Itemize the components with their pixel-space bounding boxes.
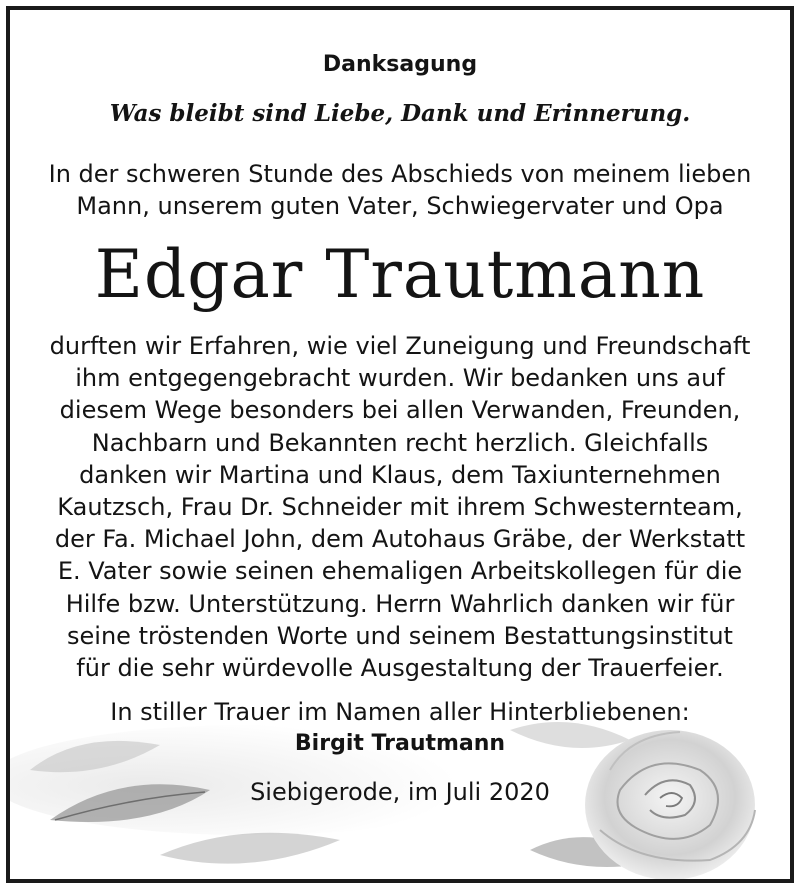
body-line: Nachbarn und Bekannten recht herzlich. Gleichfalls xyxy=(91,428,709,457)
body-line: E. Vater sowie seinen ehemaligen Arbeitskollegen für die xyxy=(57,557,743,586)
intro-text xyxy=(30,158,770,222)
body-line: danken wir Martina und Klaus, dem Taxiunternehmen xyxy=(79,460,721,489)
place-date: Siebigerode, im Juli 2020 xyxy=(250,778,550,806)
body-line: diesem Wege besonders bei allen Verwanden, Freunden, xyxy=(59,396,741,425)
deceased-name: Edgar Trautmann xyxy=(94,236,706,313)
body-line: seine tröstenden Worte und seinem Bestattungsinstitut xyxy=(67,621,733,650)
motto-line: Was bleibt sind Liebe, Dank und Erinnerung. xyxy=(109,100,691,127)
body-text xyxy=(30,330,770,684)
body-line: ihm entgegengebracht wurden. Wir bedanken uns auf xyxy=(75,364,725,393)
body-line: für die sehr würdevolle Ausgestaltung der Trauerfeier. xyxy=(76,654,724,683)
notice-heading: Danksagung xyxy=(322,52,478,77)
intro-line: In der schweren Stunde des Abschieds von meinem lieben xyxy=(48,160,752,188)
body-line: Hilfe bzw. Unterstützung. Herrn Wahrlich danken wir für xyxy=(65,589,735,618)
closing-line: In stiller Trauer im Namen aller Hinterbliebenen: xyxy=(110,698,690,726)
obituary-notice xyxy=(6,6,794,883)
intro-line: Mann, unserem guten Vater, Schwiegervater und Opa xyxy=(76,192,724,220)
body-line: durften wir Erfahren, wie viel Zuneigung und Freundschaft xyxy=(49,332,751,360)
body-line: der Fa. Michael John, dem Autohaus Gräbe, der Werkstatt xyxy=(54,525,746,554)
body-line: Kautzsch, Frau Dr. Schneider mit ihrem Schwesternteam, xyxy=(57,493,743,522)
signer-name: Birgit Trautmann xyxy=(294,731,506,756)
